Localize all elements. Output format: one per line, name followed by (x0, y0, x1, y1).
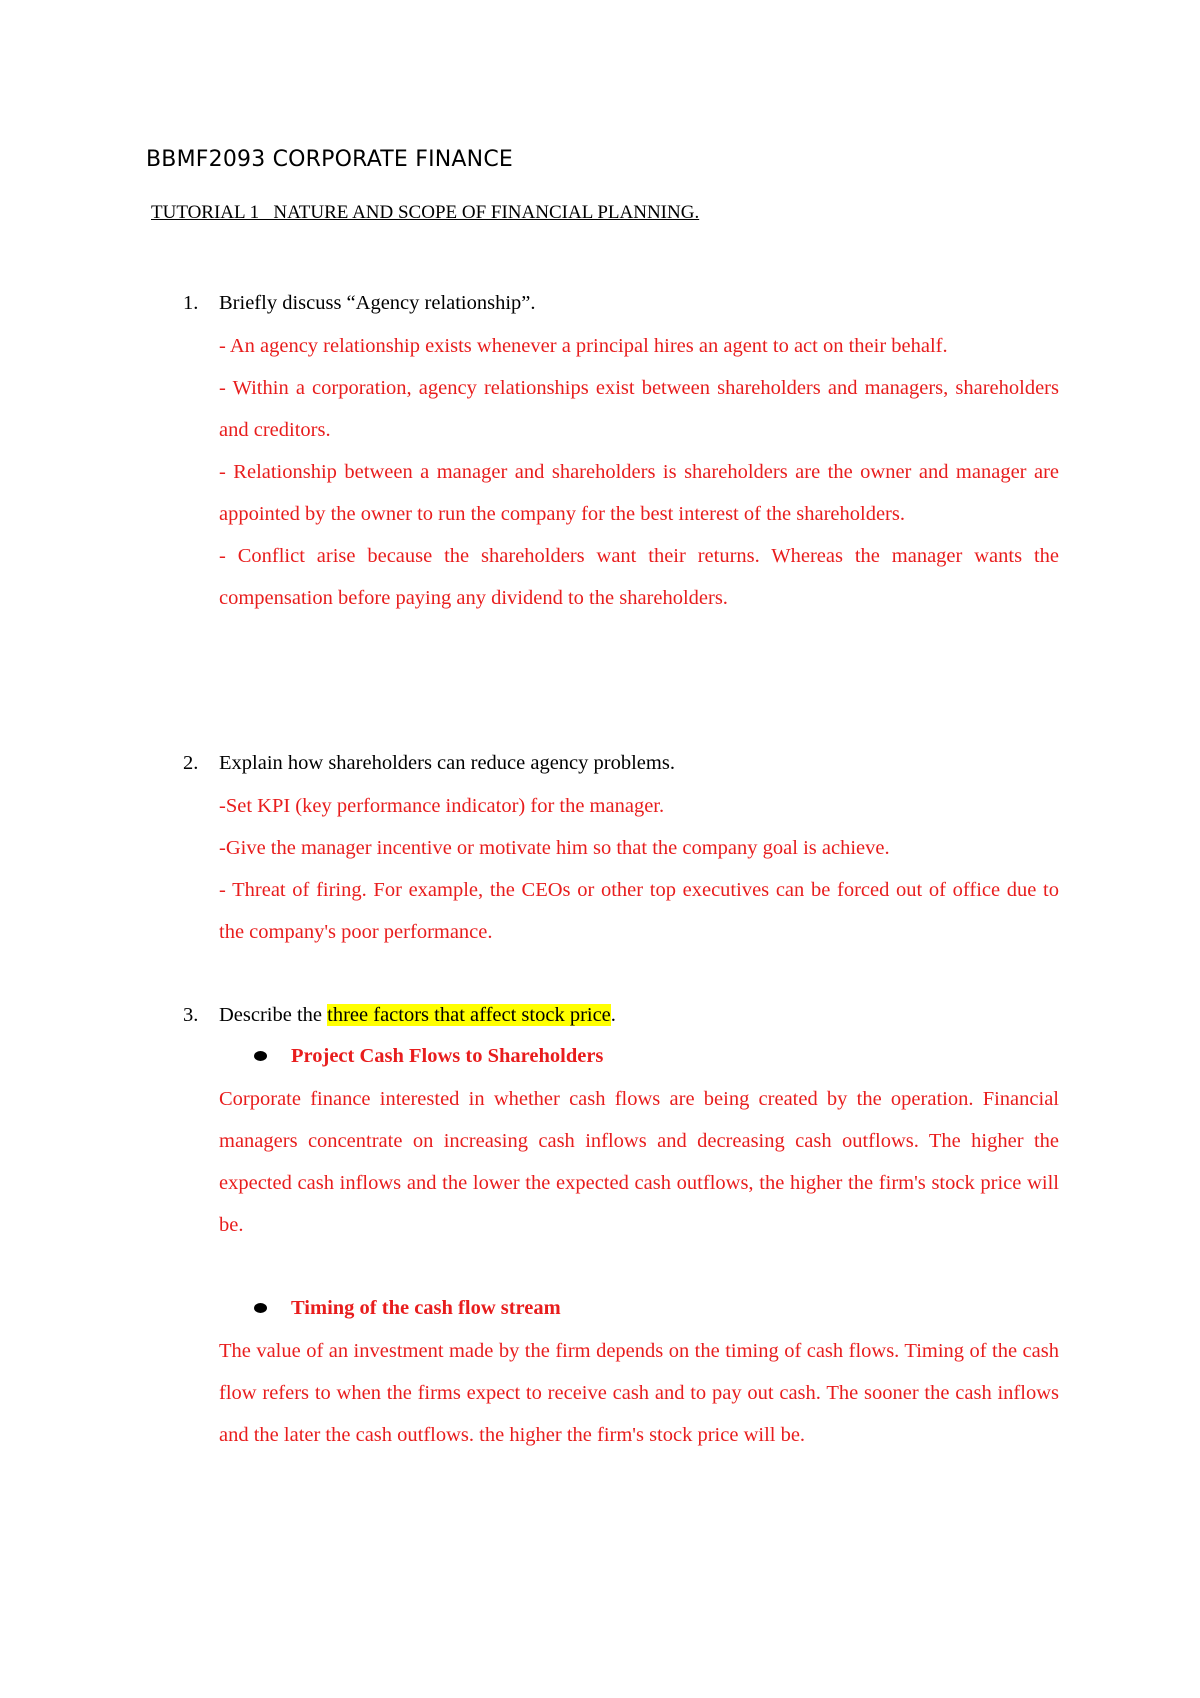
question-2-answers (219, 785, 1059, 953)
question-1-text: Briefly discuss “Agency relationship”. (219, 292, 536, 314)
question-2-number: 2. (183, 752, 199, 774)
factor-2-heading: Timing of the cash flow stream (291, 1297, 561, 1319)
q1-answer-4: - Conflict arise because the shareholders want their returns. Whereas the manager wants the compensation before paying any dividend to the shareholders. (219, 545, 1059, 609)
question-3-number: 3. (183, 1004, 199, 1026)
question-1-number: 1. (183, 292, 199, 314)
q1-answer-2: - Within a corporation, agency relationships exist between shareholders and managers, shareholders and creditors. (219, 377, 1059, 441)
question-3-suffix: . (610, 1004, 616, 1026)
q1-answer-3: - Relationship between a manager and shareholders is shareholders are the owner and manager are appointed by the owner to run the company for the best interest of the shareholders. (219, 461, 1059, 525)
course-title: BBMF2093 CORPORATE FINANCE (146, 147, 513, 172)
question-3-prefix: Describe the (219, 1004, 328, 1026)
question-1-answers (219, 325, 1059, 619)
question-2-text: Explain how shareholders can reduce agency problems. (219, 752, 675, 774)
bullet-icon (254, 1303, 267, 1313)
factor-1-text: Corporate finance interested in whether cash flows are being created by the operation. Financial managers concentrate on increasing cash inflows and decreasing cash outflows. The higher the expected cash inflows and the lower the expected cash outflows, the higher the firm's stock price will be. (219, 1088, 1059, 1236)
question-3-text (219, 1004, 616, 1027)
question-3-highlight: three factors that affect stock price (327, 1004, 611, 1026)
factor-1-heading: Project Cash Flows to Shareholders (291, 1045, 604, 1067)
q2-answer-1: -Set KPI (key performance indicator) for the manager. (219, 795, 665, 817)
tutorial-title: TUTORIAL 1 NATURE AND SCOPE OF FINANCIAL PLANNING. (151, 202, 700, 223)
factor-2-text: The value of an investment made by the firm depends on the timing of cash flows. Timing of the cash flow refers to when the firms expect to receive cash and to pay out cash. The sooner the cash inflows and the later the cash outflows. the higher the firm's stock price will be. (219, 1340, 1059, 1446)
q2-answer-2: -Give the manager incentive or motivate him so that the company goal is achieve. (219, 837, 890, 859)
q1-answer-1: - An agency relationship exists whenever a principal hires an agent to act on their behalf. (219, 335, 948, 357)
bullet-icon (254, 1051, 267, 1061)
q2-answer-3: - Threat of firing. For example, the CEOs or other top executives can be forced out of office due to the company's poor performance. (219, 879, 1059, 943)
